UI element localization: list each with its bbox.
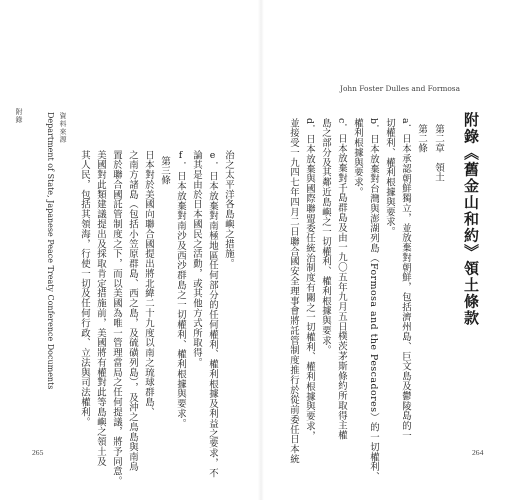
book-gutter <box>258 0 264 500</box>
left-side-label: 附錄 <box>15 108 23 124</box>
left-line-7: 之南方諸島（包括小笠原群島、西之島，及硫磺列島），及沖之鳥島與南鳥 <box>127 150 138 472</box>
running-head: John Foster Dulles and Formosa <box>340 84 461 93</box>
left-page-number: 265 <box>32 448 44 457</box>
left-line-2: e．日本放棄對南極地區任何部分的任何權利、權利根據及利益之要求，不 <box>207 150 218 478</box>
right-line-3: b．日本放棄對台灣與澎湖列島（Formosa and the Pescadores）的一切權利、 <box>368 118 379 482</box>
left-line-10: 其人民，包括其領海，行使一切及任何行政、立法與司法權利。 <box>79 150 90 427</box>
right-line-2: 切權利、權利根據與要求。 <box>384 118 395 237</box>
right-line-1: a．日本承認朝鮮獨立，並放棄對朝鮮，包括濟州島、巨文島及鬱陵島的一 <box>400 118 411 441</box>
article-2-heading: 第二條 <box>416 124 427 153</box>
left-line-1: 治之太平洋各島嶼之措施。 <box>223 150 234 269</box>
source-citation: Department of State, Japanese Peace Treaty Conference Documents <box>46 112 55 390</box>
chapter-heading: 第二章 領土 <box>433 124 444 182</box>
left-article-3: 第三條 <box>159 156 170 185</box>
right-page-number: 264 <box>472 448 484 457</box>
left-line-8: 置於聯合國託管制度之下，而以美國為唯一管理當局之任何提議，將予同意。 <box>111 150 122 487</box>
right-line-7: d．日本放棄與國際聯盟委任統治制度有關之一切權利、權利根據與要求， <box>304 118 315 441</box>
left-line-6: 日本對於美國向聯合國提出將北緯二十九度以南之琉球群島、 <box>143 150 154 418</box>
left-line-3: 論其是由於日本國民之活動，或其他方式所取得。 <box>191 150 202 368</box>
right-line-8: 並接受一九四七年四月二日聯合國安全理事會將託管制度推行於從前委任日本統 <box>288 118 299 465</box>
right-line-4: 權利根據與要求。 <box>352 118 363 198</box>
source-label: 資料來源 <box>59 112 67 144</box>
right-line-5: c．日本放棄對千島群島及由一九〇五年九月五日樸茨茅斯條約所取得主權 <box>336 118 347 441</box>
left-line-9: 美國對此類建議提出及採取肯定措施前，美國將有權對此等島嶼之領土及 <box>95 150 106 467</box>
appendix-title: 附錄《舊金山和約》領土條款 <box>462 112 480 327</box>
right-line-6: 島之部分及其鄰近島嶼之一切權利、權利根據與要求。 <box>320 118 331 356</box>
left-line-4: f．日本放棄對南沙及西沙群島之一切權利、權利根據與要求。 <box>175 150 186 429</box>
